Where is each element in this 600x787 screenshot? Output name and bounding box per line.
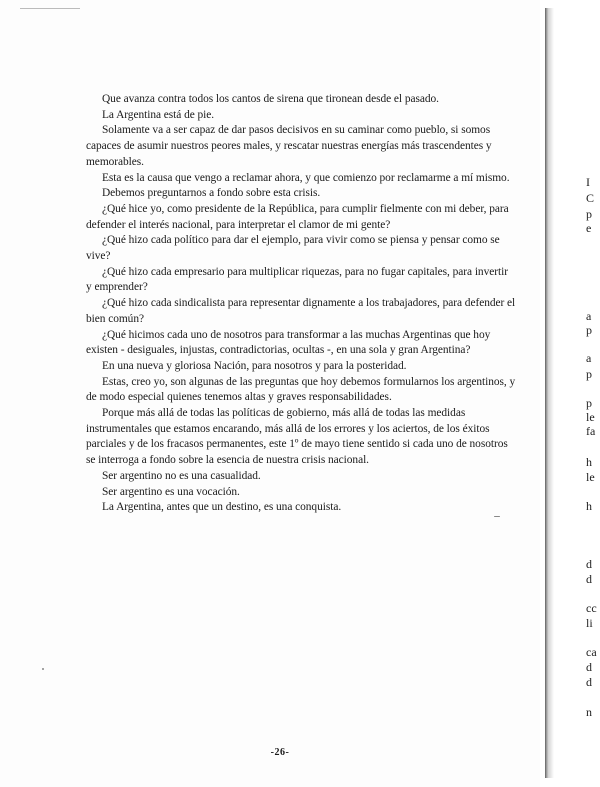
adjacent-page-letter: d — [586, 660, 592, 674]
adjacent-page-letter: p — [586, 367, 592, 381]
book-spine-shadow — [548, 8, 554, 778]
adjacent-page-letter: p — [586, 396, 592, 410]
adjacent-page-letter: p — [586, 323, 592, 337]
adjacent-page-letter: d — [586, 557, 592, 571]
paragraph: La Argentina está de pie. — [102, 108, 215, 121]
paragraph: ¿Qué hizo cada empresario para multiplicar riquezas, para no fugar capitales, para invertir y emprender? — [86, 265, 508, 294]
adjacent-page-letter: cc — [586, 601, 597, 615]
adjacent-page-letter: le — [586, 470, 595, 484]
paragraph: Debemos preguntarnos a fondo sobre esta crisis. — [102, 187, 321, 200]
adjacent-page-letter: ca — [586, 645, 597, 659]
adjacent-page-letter: le — [586, 410, 595, 424]
paragraph: La Argentina, antes que un destino, es una conquista. — [102, 501, 342, 514]
adjacent-page-letter: a — [586, 351, 592, 365]
paragraph: ¿Qué hice yo, como presidente de la República, para cumplir fielmente con mi deber, para defender el interés nacional, para interpretar el clamor de mi gente? — [86, 202, 509, 231]
adjacent-page-letter: d — [586, 572, 592, 586]
paragraph: ¿Qué hicimos cada uno de nosotros para transformar a las muchas Argentinas que hoy existen - desiguales, injustas, contradictorias, ocultas -, en una sola y gran Argentina? — [86, 328, 491, 357]
scan-speck — [42, 668, 44, 670]
paragraph: Ser argentino no es una casualidad. — [102, 469, 261, 482]
adjacent-page-letter: a — [586, 309, 592, 323]
paragraph: En una nueva y gloriosa Nación, para nosotros y para la posteridad. — [102, 359, 407, 372]
adjacent-page-letter: h — [586, 499, 592, 513]
adjacent-page-letter: d — [586, 675, 592, 689]
scan-mark — [20, 8, 80, 9]
paragraph: Estas, creo yo, son algunas de las preguntas que hoy debemos formularnos los argentinos, y de modo especial quienes tenemos altas y graves responsabilidades. — [86, 375, 516, 404]
adjacent-page-letter: C — [586, 191, 595, 205]
paragraph: Esta es la causa que vengo a reclamar ahora, y que comienzo por reclamarme a mí mismo. — [102, 171, 510, 184]
paragraph: Que avanza contra todos los cantos de sirena que tironean desde el pasado. — [102, 93, 439, 105]
adjacent-page-letter: fa — [586, 424, 596, 438]
adjacent-page-letter: I — [586, 175, 590, 189]
paragraph: Solamente va a ser capaz de dar pasos decisivos en su caminar como pueblo, si somos capaces de asumir nuestros peores males, y rescatar nuestras energías más trascendentes y memorables. — [86, 124, 492, 168]
scan-speck — [494, 516, 500, 517]
adjacent-page-letter: li — [586, 616, 593, 630]
paragraph: Ser argentino es una vocación. — [102, 485, 240, 498]
paragraph: Porque más allá de todas las políticas de gobierno, más allá de todas las medidas instrumentales que estamos encarando, más allá de los errores y los aciertos, de los éxitos parciales y de los fracasos permanentes, este 1º de mayo tiene sentido si cada uno de nosotros se interroga a fondo sobre la esencia de nuestra crisis nacional. — [86, 407, 508, 467]
adjacent-page-text — [584, 0, 600, 787]
body-text — [86, 92, 516, 516]
adjacent-page-letter: h — [586, 455, 592, 469]
adjacent-page-letter: n — [586, 705, 592, 719]
adjacent-page-letter: p — [586, 207, 592, 221]
paragraph: ¿Qué hizo cada político para dar el ejemplo, para vivir como se piensa y pensar como se vive? — [86, 234, 500, 263]
paragraph: ¿Qué hizo cada sindicalista para representar dignamente a los trabajadores, para defender el bien común? — [86, 297, 516, 325]
adjacent-page-letter: e — [586, 221, 592, 235]
page-number: -26- — [270, 747, 290, 758]
